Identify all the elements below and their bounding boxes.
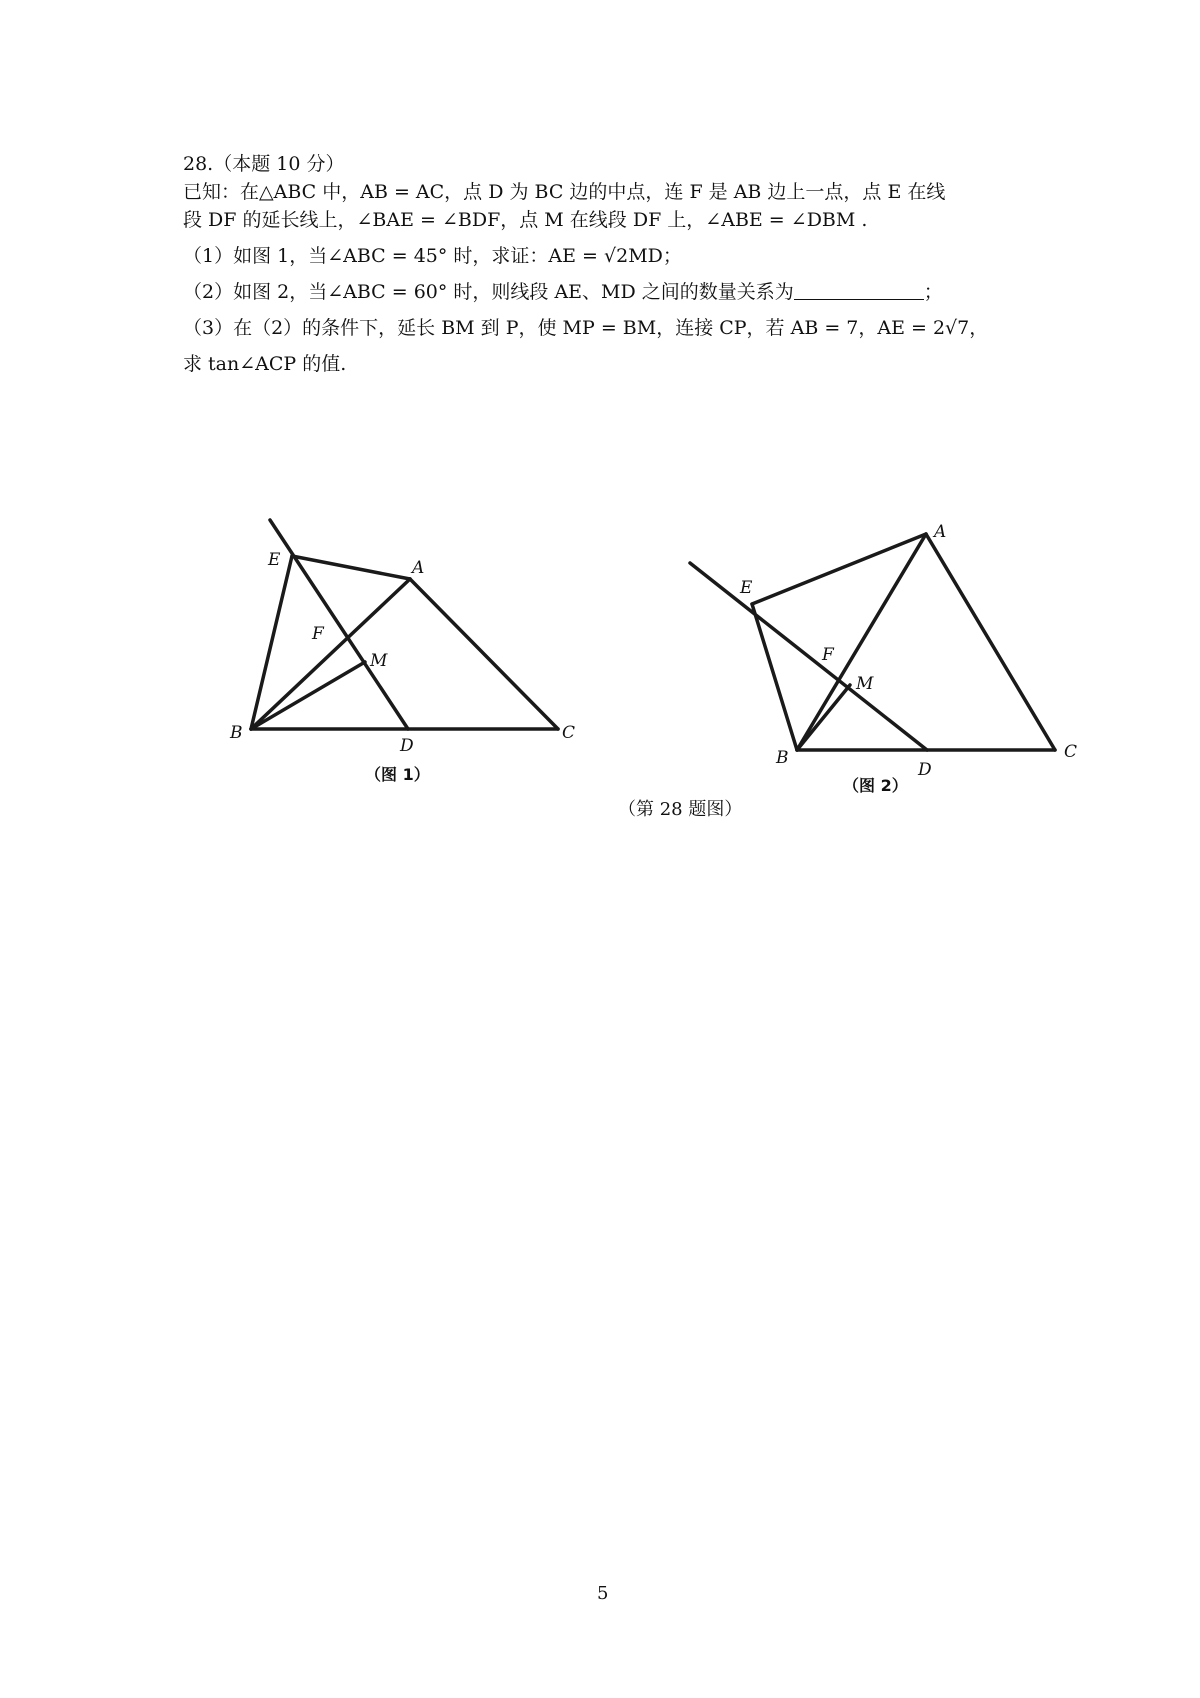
figure-1 xyxy=(220,510,580,790)
fig1-label-B: B xyxy=(230,723,243,743)
fig2-line-EB xyxy=(752,604,797,750)
fig2-label-E: E xyxy=(740,578,753,598)
fig1-label-A: A xyxy=(412,558,425,578)
problem-part-2 xyxy=(183,278,1053,306)
problem-text xyxy=(183,150,1053,378)
part-2-prefix: （2）如图 2，当∠ABC = 60° 时，则线段 AE、MD 之间的数量关系为 xyxy=(183,281,794,303)
answer-blank[interactable] xyxy=(794,279,924,300)
fig1-label-C: C xyxy=(562,723,576,743)
problem-part-1: （1）如图 1，当∠ABC = 45° 时，求证：AE = √2MD； xyxy=(183,245,682,267)
fig2-label-A: A xyxy=(934,522,947,542)
fig2-label-F: F xyxy=(822,645,834,665)
problem-part-3-cont: 求 tan∠ACP 的值. xyxy=(183,353,347,375)
problem-line-2: 段 DF 的延长线上，∠BAE = ∠BDF，点 M 在线段 DF 上，∠ABE = ∠DBM . xyxy=(183,209,868,231)
fig1-line-EA xyxy=(292,556,410,579)
fig1-label-D: D xyxy=(400,736,414,756)
fig1-label-E: E xyxy=(268,550,281,570)
fig2-line-BM xyxy=(797,685,850,750)
figure-2 xyxy=(680,510,1100,800)
problem-part-3: （3）在（2）的条件下，延长 BM 到 P，使 MP = BM，连接 CP，若 AB = 7，AE = 2√7， xyxy=(183,317,989,339)
part-2-suffix: ； xyxy=(923,281,943,303)
fig2-label-M: M xyxy=(856,674,874,694)
fig1-line-BM xyxy=(251,662,365,729)
figure-2-diagram xyxy=(680,510,1100,800)
fig2-line-BA xyxy=(797,534,926,750)
fig2-line-AC xyxy=(926,534,1055,750)
problem-header: 28.（本题 10 分） xyxy=(183,153,345,175)
figure-2-caption: （图 2） xyxy=(843,776,908,795)
fig2-line-EA xyxy=(752,534,926,604)
fig1-label-F: F xyxy=(312,624,324,644)
fig1-label-M: M xyxy=(370,651,388,671)
fig1-line-EB xyxy=(251,556,292,729)
fig2-label-C: C xyxy=(1064,742,1078,762)
fig2-label-B: B xyxy=(776,748,789,768)
fig1-line-ED xyxy=(270,520,408,729)
page-number: 5 xyxy=(597,1583,609,1604)
fig2-label-D: D xyxy=(918,760,932,780)
fig1-line-AC xyxy=(410,579,558,729)
figure-1-caption: （图 1） xyxy=(365,765,430,784)
problem-line-1: 已知：在△ABC 中，AB = AC，点 D 为 BC 边的中点，连 F 是 AB 边上一点，点 E 在线 xyxy=(183,181,946,203)
figure-caption: （第 28 题图） xyxy=(618,799,743,820)
